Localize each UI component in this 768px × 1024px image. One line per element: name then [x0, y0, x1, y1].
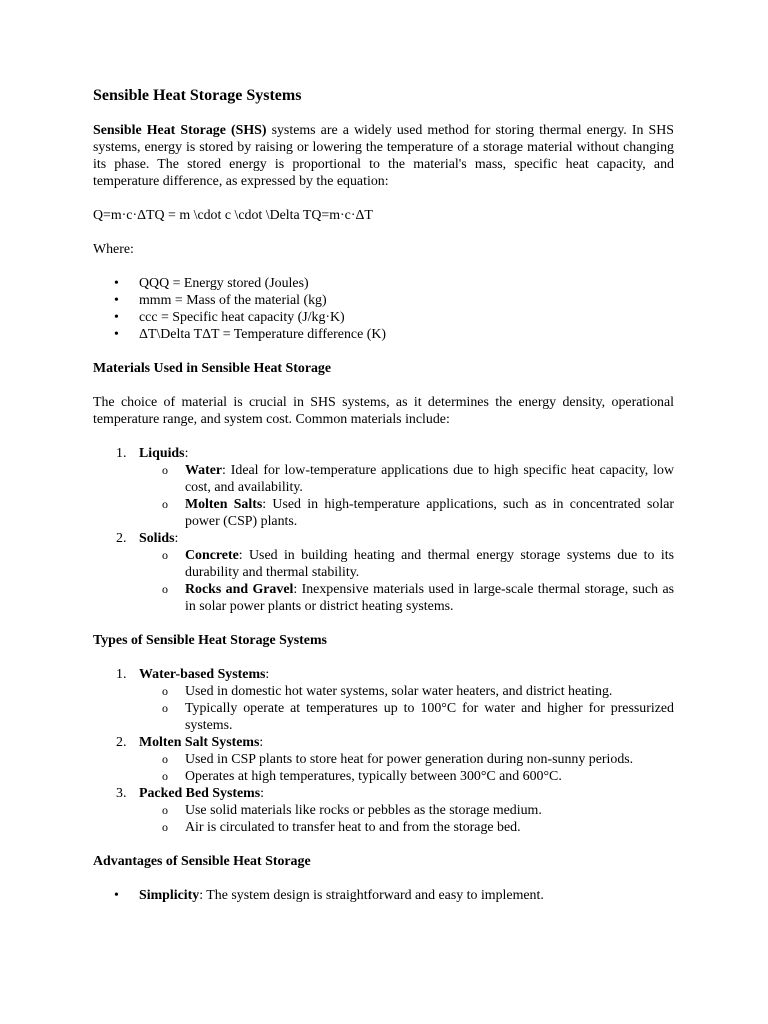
list-item	[139, 462, 674, 496]
list-number: 3.	[116, 786, 127, 801]
types-list	[93, 666, 674, 836]
list-item: o Typically operate at temperatures up to 100°C for water and higher for pressurized systems.	[139, 700, 674, 734]
group-label: Packed Bed Systems	[139, 786, 261, 801]
list-item: 2. Solids: o Concrete: Used in building heating and thermal energy storage systems due to its durability and thermal stability. o Rocks and Gravel: Inexpensive materials used in large-scale thermal storage, such as in solar power plants or district heating systems.	[93, 530, 674, 615]
list-item	[139, 581, 674, 615]
item-text: : Ideal for low-temperature applications due to high specific heat capacity, low cost, and availability.	[185, 463, 674, 495]
group-label: Molten Salt Systems	[139, 735, 260, 750]
materials-heading: Materials Used in Sensible Heat Storage	[93, 361, 332, 376]
item-text: : The system design is straightforward and easy to implement.	[199, 888, 544, 903]
where-label: Where:	[93, 242, 134, 257]
list-item: • ccc = Specific heat capacity (J/kg·K)	[93, 309, 674, 326]
list-item	[139, 547, 674, 581]
item-term: Molten Salts	[185, 497, 263, 512]
variables-list	[93, 275, 674, 343]
types-heading: Types of Sensible Heat Storage Systems	[93, 633, 327, 648]
list-item: o Air is circulated to transfer heat to and from the storage bed.	[139, 819, 674, 836]
list-number: 1.	[116, 446, 127, 461]
page-title: Sensible Heat Storage Systems	[93, 87, 302, 104]
sub-list	[139, 751, 674, 785]
list-number: 2.	[116, 735, 127, 750]
list-item	[93, 887, 674, 904]
sub-list	[139, 462, 674, 530]
group-label: Solids	[139, 531, 175, 546]
sub-list	[139, 547, 674, 615]
item-term: Water	[185, 463, 223, 478]
item-term: Rocks and Gravel	[185, 582, 294, 597]
group-label: Water-based Systems	[139, 667, 266, 682]
document-page	[93, 86, 674, 921]
list-item: o Operates at high temperatures, typically between 300°C and 600°C.	[139, 768, 674, 785]
item-text: : Inexpensive materials used in large-scale thermal storage, such as in solar power plants or district heating systems.	[185, 582, 675, 614]
intro-paragraph	[93, 122, 674, 190]
item-term: Concrete	[185, 548, 239, 563]
list-item	[139, 496, 674, 530]
item-text: : Used in building heating and thermal energy storage systems due to its durability and thermal stability.	[185, 548, 674, 580]
list-item: • ΔT\Delta TΔT = Temperature difference (K)	[93, 326, 674, 343]
advantages-list	[93, 887, 674, 904]
sub-list	[139, 683, 674, 734]
list-item: 2. Molten Salt Systems: o Used in CSP plants to store heat for power generation during non-sunny periods. o Operates at high temperatures, typically between 300°C and 600°C.	[93, 734, 674, 785]
advantages-heading: Advantages of Sensible Heat Storage	[93, 854, 311, 869]
list-item: • QQQ = Energy stored (Joules)	[93, 275, 674, 292]
item-text: : Used in high-temperature applications, such as in concentrated solar power (CSP) plants.	[185, 497, 675, 529]
list-number: 2.	[116, 531, 127, 546]
list-item: 3. Packed Bed Systems: o Use solid materials like rocks or pebbles as the storage medium. o Air is circulated to transfer heat to and from the storage bed.	[93, 785, 674, 836]
item-term: Simplicity	[139, 888, 200, 903]
intro-bold-term: Sensible Heat Storage (SHS)	[93, 123, 267, 138]
sub-list	[139, 802, 674, 836]
list-item: • mmm = Mass of the material (kg)	[93, 292, 674, 309]
list-item: 1. Liquids: o Water: Ideal for low-temperature applications due to high specific heat capacity, low cost, and availability. o Molten Salts: Used in high-temperature applications, such as in concentrated solar power (CSP) plants.	[93, 445, 674, 530]
list-item: o Used in CSP plants to store heat for power generation during non-sunny periods.	[139, 751, 674, 768]
group-label: Liquids	[139, 446, 185, 461]
list-number: 1.	[116, 667, 127, 682]
list-item: o Use solid materials like rocks or pebbles as the storage medium.	[139, 802, 674, 819]
equation: Q=m·c·ΔTQ = m \cdot c \cdot \Delta TQ=m·c·ΔT	[93, 208, 373, 223]
materials-list	[93, 445, 674, 615]
materials-intro: The choice of material is crucial in SHS systems, as it determines the energy density, operational temperature range, and system cost. Common materials include:	[93, 395, 674, 427]
intro-text: systems are a widely used method for storing thermal energy. In SHS systems, energy is stored by raising or lowering the temperature of a storage material without changing its phase. The stored energy is proportional to the material's mass, specific heat capacity, and temperature difference, as expressed by the equation:	[93, 123, 674, 189]
list-item: o Used in domestic hot water systems, solar water heaters, and district heating.	[139, 683, 674, 700]
list-item: 1. Water-based Systems: o Used in domestic hot water systems, solar water heaters, and district heating. o Typically operate at temperatures up to 100°C for water and higher for pressurized systems.	[93, 666, 674, 734]
